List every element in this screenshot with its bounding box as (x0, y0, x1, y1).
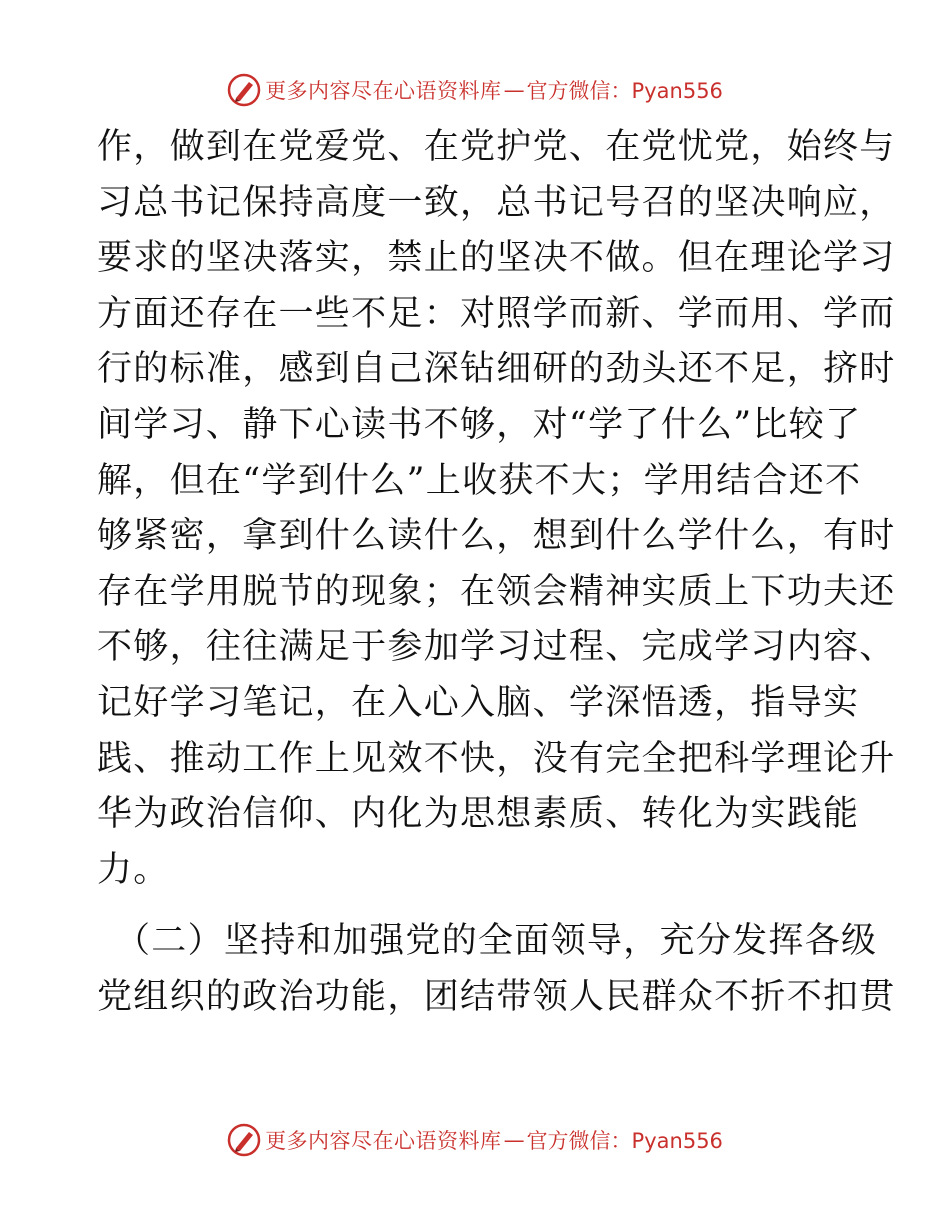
paragraph-gap (97, 898, 853, 914)
document-body (97, 120, 896, 1026)
pen-logo-icon (227, 1123, 261, 1157)
banner-separator: — (503, 78, 525, 102)
paragraph-line: 记好学习笔记，在入心入脑、学深悟透，指导实 (97, 682, 860, 723)
paragraph-line: 作，做到在党爱党、在党护党、在党忧党，始终与 (97, 127, 896, 167)
paragraph-line: 解，但在“学到什么”上收获不大；学用结合还不 (97, 460, 862, 501)
section-heading-line: 党组织的政治功能，团结带领人民群众不折不扣贯 (97, 976, 896, 1017)
banner-separator: — (503, 1128, 525, 1152)
paragraph-line: 践、推动工作上见效不快，没有完全把科学理论升 (97, 738, 896, 779)
banner-contact: 官方微信：Pyan556 (526, 1129, 723, 1153)
banner-contact: 官方微信：Pyan556 (526, 79, 723, 103)
paragraph-line: 行的标准，感到自己深钻细研的劲头还不足，挤时 (97, 349, 896, 390)
paragraph-line: 间学习、静下心读书不够，对“学了什么”比较了 (97, 404, 862, 445)
paragraph-line: 华为政治信仰、内化为思想素质、转化为实践能 (97, 794, 860, 835)
paragraph-line: 存在学用脱节的现象；在领会精神实质上下功夫还 (97, 571, 896, 612)
banner-title: 更多内容尽在心语资料库 (265, 79, 502, 103)
banner-title: 更多内容尽在心语资料库 (265, 1129, 502, 1153)
paragraph-line: 方面还存在一些不足：对照学而新、学而用、学而 (97, 293, 896, 334)
footer-banner (0, 1120, 950, 1160)
pen-logo-icon (227, 73, 261, 107)
header-banner (0, 70, 950, 110)
paragraph-line: 不够，往往满足于参加学习过程、完成学习内容、 (97, 627, 896, 668)
paragraph-line: 要求的坚决落实，禁止的坚决不做。但在理论学习 (97, 238, 896, 279)
paragraph-line: 习总书记保持高度一致，总书记号召的坚决响应， (97, 182, 896, 223)
section-heading-line: （二）坚持和加强党的全面领导，充分发挥各级 (115, 921, 878, 962)
paragraph-line: 够紧密，拿到什么读什么，想到什么学什么，有时 (97, 516, 896, 557)
paragraph-line: 力。 (97, 849, 170, 890)
